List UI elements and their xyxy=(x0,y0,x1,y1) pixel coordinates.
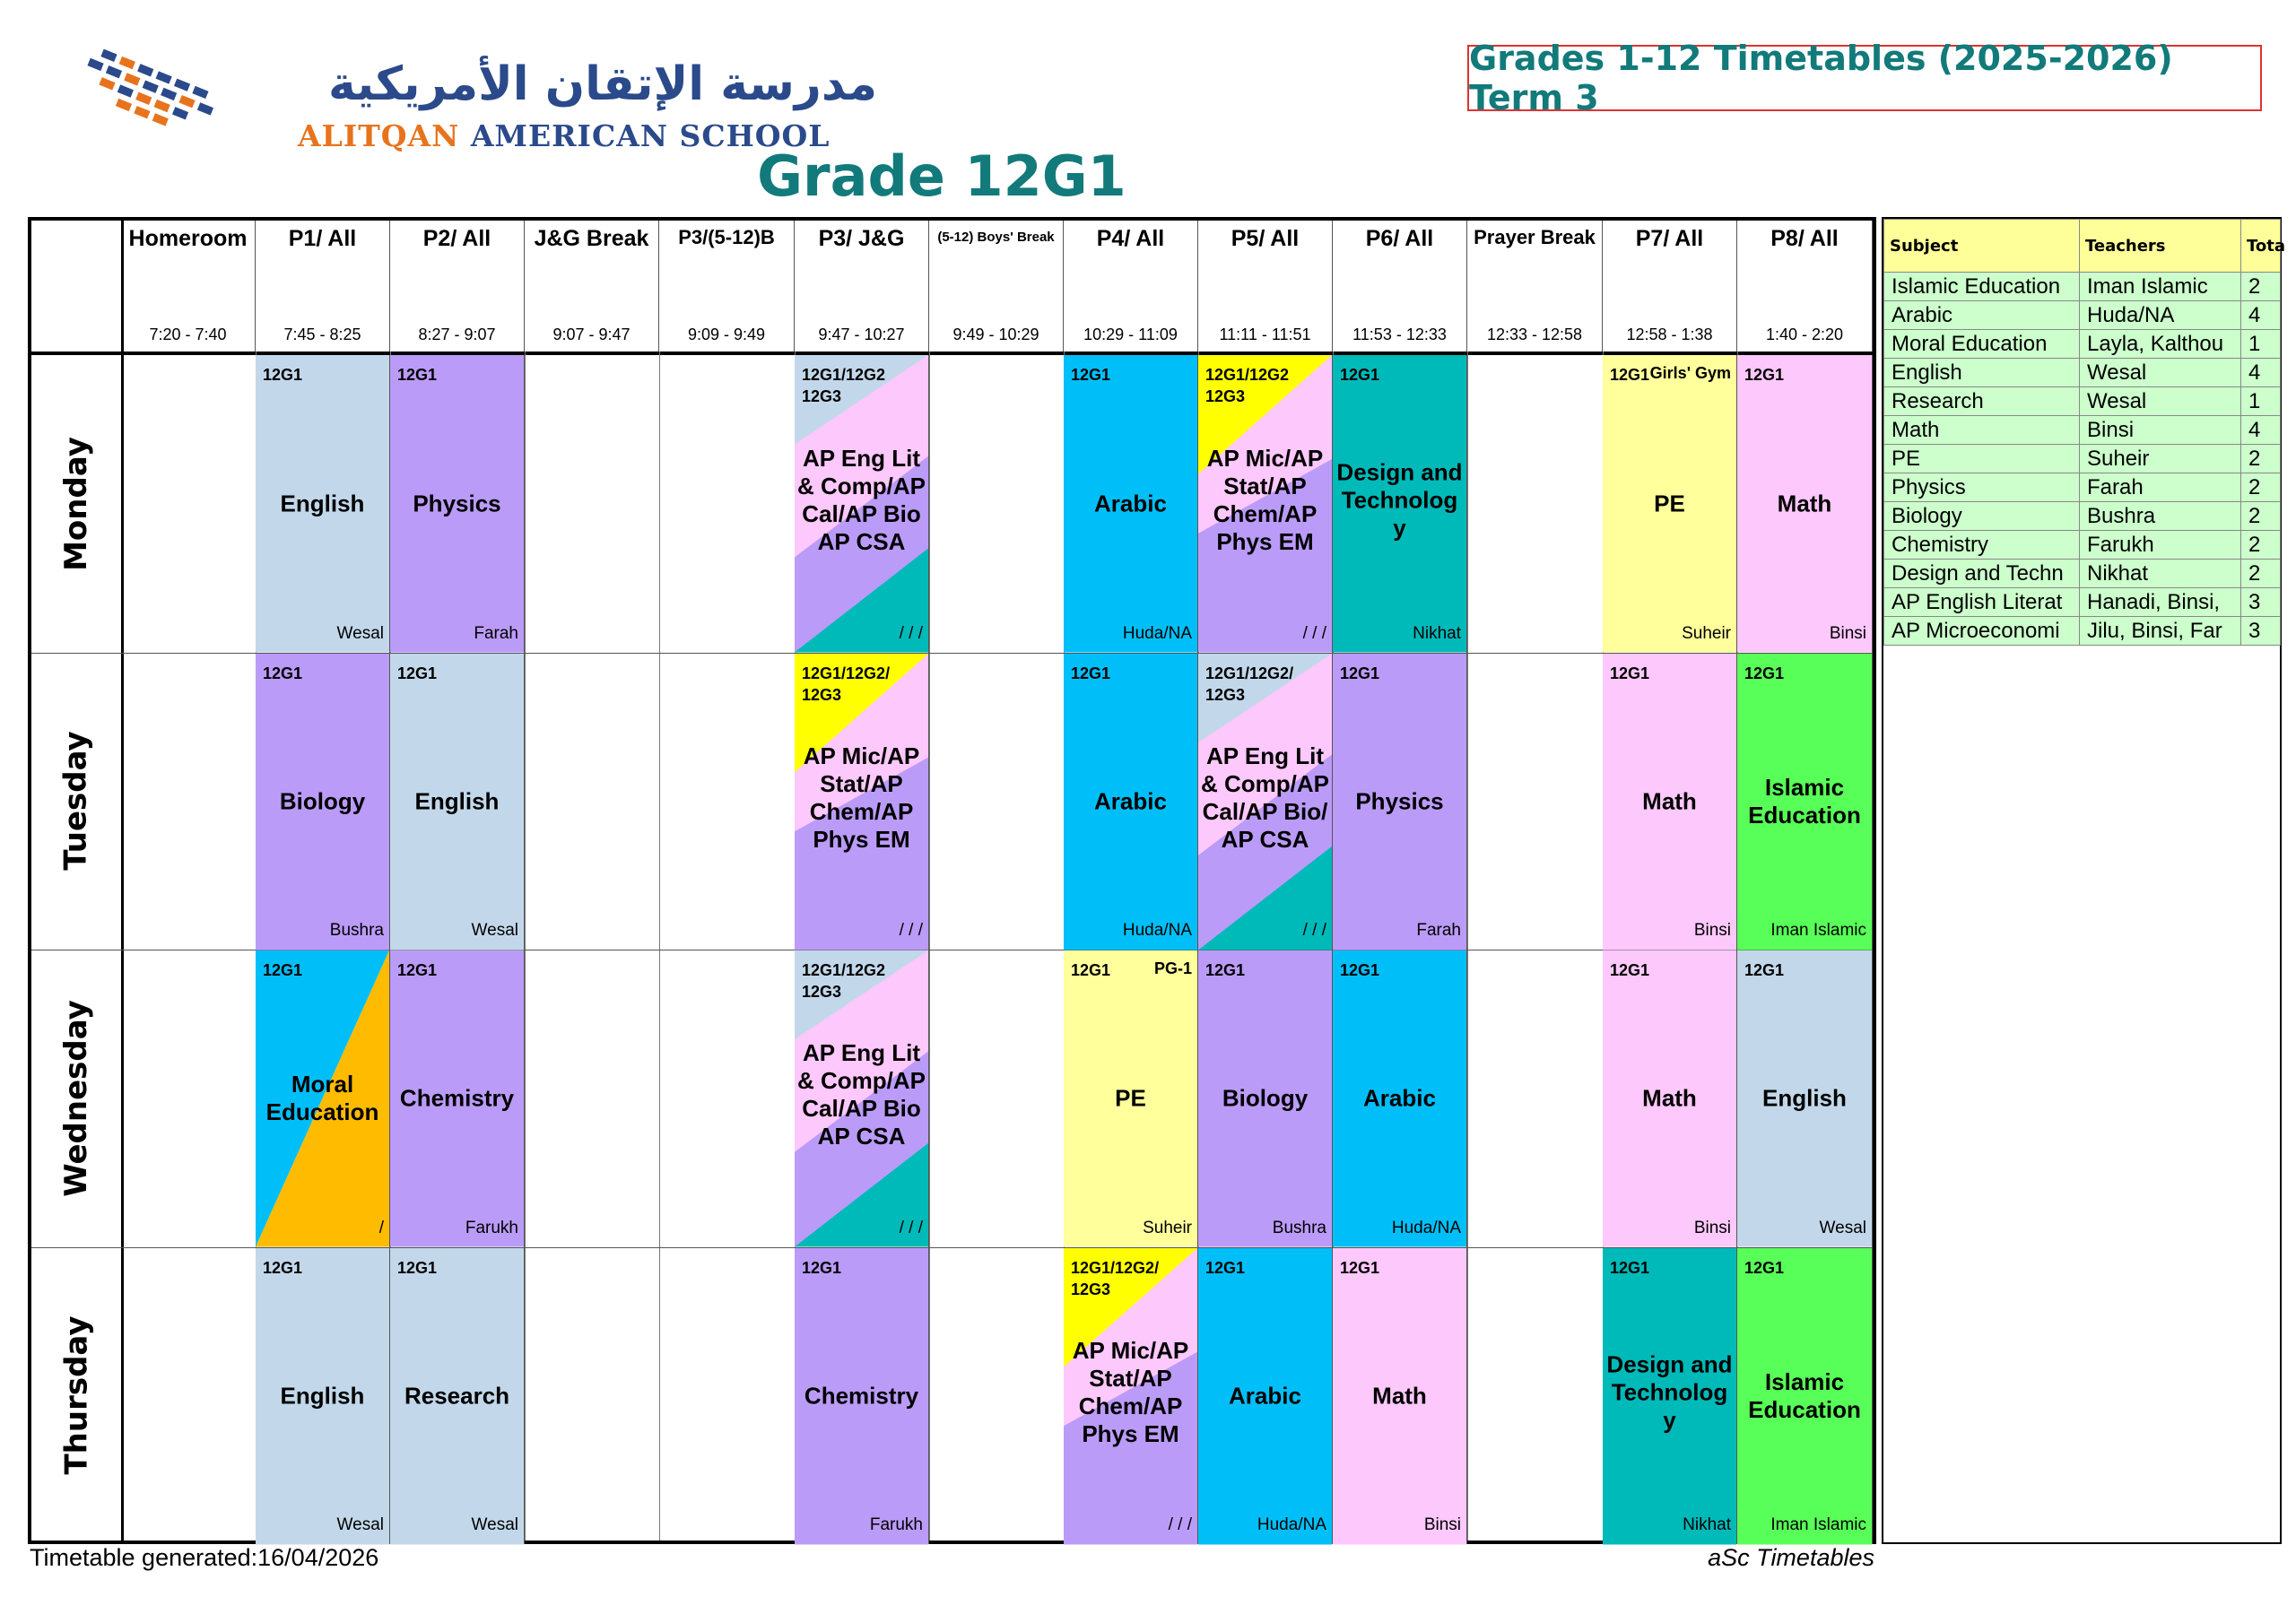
period-name: P6/ All xyxy=(1365,226,1434,251)
column-divider xyxy=(929,352,930,1541)
class-group-label: 12G1 xyxy=(263,1258,303,1277)
summary-cell: AP English Literat xyxy=(1884,588,2080,617)
period-header xyxy=(390,221,525,352)
teacher-label: Huda/NA xyxy=(1122,623,1192,643)
summary-row xyxy=(1884,588,2281,617)
summary-cell: 1 xyxy=(2241,387,2281,416)
lesson-cell[interactable] xyxy=(256,950,390,1247)
summary-cell: English xyxy=(1884,359,2080,387)
summary-cell: Layla, Kalthou xyxy=(2080,330,2241,359)
period-name: P2/ All xyxy=(422,226,491,251)
period-name: P3/(5-12)B xyxy=(678,226,775,248)
teacher-label: Nikhat xyxy=(1683,1515,1731,1534)
class-group-label: 12G1 xyxy=(1071,366,1111,384)
period-time: 10:29 - 11:09 xyxy=(1083,325,1178,343)
class-group-label: 12G1 xyxy=(1610,664,1650,682)
teacher-label: / / / xyxy=(899,1218,923,1237)
lesson-cell[interactable] xyxy=(1333,950,1467,1247)
period-header xyxy=(256,221,390,352)
school-name-english: ALITQAN AMERICAN SCHOOL xyxy=(298,118,831,153)
timetable-title: Grades 1-12 Timetables (2025-2026) Term 3 xyxy=(1467,45,2262,111)
period-time: 12:58 - 1:38 xyxy=(1626,325,1713,343)
teacher-label: Huda/NA xyxy=(1257,1515,1326,1534)
lesson-cell[interactable] xyxy=(1737,950,1873,1247)
summary-row xyxy=(1884,531,2281,560)
summary-cell: Hanadi, Binsi, xyxy=(2080,588,2241,617)
class-group-label: 12G1 xyxy=(1071,664,1111,682)
summary-cell: Farah xyxy=(2080,473,2241,502)
teacher-label: Wesal xyxy=(336,1515,384,1534)
period-name: J&G Break xyxy=(534,226,649,251)
summary-header-cell: Tota xyxy=(2241,220,2281,273)
lesson-cell[interactable] xyxy=(1064,654,1198,950)
summary-cell: Chemistry xyxy=(1884,531,2080,560)
subject-label: Biology xyxy=(279,787,366,815)
teacher-label: / / / xyxy=(1168,1515,1192,1534)
teacher-label: Farukh xyxy=(465,1218,518,1237)
lesson-cell[interactable] xyxy=(390,950,525,1247)
subject-label: English xyxy=(414,787,500,815)
subject-label: Chemistry xyxy=(804,1382,919,1410)
day-name: Tuesday xyxy=(58,731,95,871)
lesson-cell[interactable] xyxy=(256,654,390,950)
class-group-label: 12G1 xyxy=(1340,366,1380,384)
subject-label: Math xyxy=(1642,787,1697,815)
teacher-label: Huda/NA xyxy=(1391,1218,1461,1237)
period-name: P4/ All xyxy=(1096,226,1165,251)
period-name: P8/ All xyxy=(1770,226,1839,251)
teacher-label: Wesal xyxy=(1819,1218,1866,1237)
lesson-cell[interactable] xyxy=(1198,1248,1333,1545)
summary-cell: Iman Islamic xyxy=(2080,273,2241,301)
teacher-label: Wesal xyxy=(471,1515,518,1534)
summary-cell: 2 xyxy=(2241,531,2281,560)
teacher-label: Farukh xyxy=(869,1515,923,1534)
lesson-cell[interactable] xyxy=(795,1248,929,1545)
summary-cell: Research xyxy=(1884,387,2080,416)
period-time: 1:40 - 2:20 xyxy=(1765,325,1844,343)
period-time: 7:20 - 7:40 xyxy=(149,325,227,343)
lesson-cell[interactable] xyxy=(1603,654,1737,950)
period-time: 9:07 - 9:47 xyxy=(552,325,631,343)
summary-cell: Islamic Education xyxy=(1884,273,2080,301)
subject-label: Islamic Education xyxy=(1748,773,1861,829)
column-divider xyxy=(525,352,526,1541)
teacher-label: Huda/NA xyxy=(1122,921,1192,940)
teacher-label: Suheir xyxy=(1143,1218,1192,1237)
subject-label: Arabic xyxy=(1094,787,1167,815)
class-group-label: 12G1 xyxy=(1610,366,1650,384)
day-name: Thursday xyxy=(58,1315,95,1475)
period-name: P1/ All xyxy=(288,226,357,251)
summary-cell: Arabic xyxy=(1884,301,2080,330)
teacher-label: Suheir xyxy=(1682,623,1731,643)
room-label: Girls' Gym xyxy=(1649,364,1731,382)
lesson-cell[interactable] xyxy=(1737,1248,1873,1545)
summary-row xyxy=(1884,445,2281,473)
summary-cell: Design and Techn xyxy=(1884,560,2080,588)
summary-cell: Jilu, Binsi, Far xyxy=(2080,617,2241,646)
period-header xyxy=(929,221,1064,352)
summary-row xyxy=(1884,359,2281,387)
summary-header-cell: Subject xyxy=(1884,220,2080,273)
lesson-cell[interactable] xyxy=(1198,355,1333,653)
class-group-label: 12G1 xyxy=(397,1258,438,1277)
summary-cell: Nikhat xyxy=(2080,560,2241,588)
lesson-cell[interactable] xyxy=(1064,1248,1198,1545)
summary-header-row xyxy=(1884,220,2281,273)
day-label-wednesday xyxy=(31,950,121,1247)
subject-label: English xyxy=(280,1382,365,1410)
summary-cell: 4 xyxy=(2241,359,2281,387)
teacher-label: Binsi xyxy=(1693,1218,1731,1237)
class-group-label: 12G1 xyxy=(1744,664,1785,682)
teacher-label: Binsi xyxy=(1423,1515,1461,1534)
teacher-label: Binsi xyxy=(1829,623,1866,643)
period-name: P3/ J&G xyxy=(818,226,905,251)
subject-label: AP Eng Lit & Comp/AP Cal/AP Bio/ AP CSA xyxy=(1201,742,1329,853)
period-name: P7/ All xyxy=(1635,226,1704,251)
summary-cell: 2 xyxy=(2241,502,2281,531)
school-name-arabic: مدرسة الإتقان الأمريكية xyxy=(328,57,878,111)
subject-label: Biology xyxy=(1222,1084,1309,1112)
school-logo-mark-icon xyxy=(59,54,239,157)
subject-label: English xyxy=(1762,1084,1847,1112)
subject-label: Physics xyxy=(413,490,501,517)
class-group-label: 12G1 xyxy=(1610,1258,1650,1277)
subject-label: AP Mic/AP Stat/AP Chem/AP Phys EM xyxy=(1206,444,1324,555)
class-group-label: 12G1 xyxy=(263,366,303,384)
teacher-label: / / / xyxy=(1302,921,1326,940)
class-group-label: 12G1 xyxy=(263,664,303,682)
teacher-label: / / / xyxy=(1302,623,1326,643)
day-name: Monday xyxy=(58,436,95,571)
summary-cell: 3 xyxy=(2241,588,2281,617)
column-divider xyxy=(659,352,660,1541)
period-name: (5-12) Boys' Break xyxy=(937,230,1055,245)
teacher-label: Wesal xyxy=(336,623,384,643)
period-header xyxy=(121,221,256,352)
class-group-label: 12G1/12G2 12G3 xyxy=(1205,366,1290,405)
lesson-cell[interactable] xyxy=(1333,1248,1467,1545)
summary-row xyxy=(1884,473,2281,502)
subject-label: English xyxy=(280,490,365,517)
class-group-label: 12G1 xyxy=(1340,664,1380,682)
summary-cell: 2 xyxy=(2241,560,2281,588)
summary-cell: AP Microeconomi xyxy=(1884,617,2080,646)
subject-label: Math xyxy=(1777,490,1832,517)
summary-row xyxy=(1884,617,2281,646)
lesson-cell[interactable] xyxy=(1064,355,1198,653)
summary-cell: 2 xyxy=(2241,473,2281,502)
lesson-cell[interactable] xyxy=(1198,654,1333,950)
period-time: 8:27 - 9:07 xyxy=(418,325,496,343)
period-header xyxy=(1333,221,1467,352)
lesson-cell[interactable] xyxy=(1737,355,1873,653)
teacher-label: Binsi xyxy=(1693,921,1731,940)
summary-cell: Huda/NA xyxy=(2080,301,2241,330)
lesson-cell[interactable] xyxy=(1737,654,1873,950)
teacher-label: Iman Islamic xyxy=(1770,921,1866,940)
teacher-label: Bushra xyxy=(329,921,384,940)
summary-cell: Farukh xyxy=(2080,531,2241,560)
teacher-label: Farah xyxy=(474,623,518,643)
class-group-label: 12G1 xyxy=(1071,961,1111,979)
lesson-cell[interactable] xyxy=(1333,654,1467,950)
summary-cell: Wesal xyxy=(2080,387,2241,416)
class-group-label: 12G1 xyxy=(1610,961,1650,979)
timetable-grid xyxy=(28,217,1876,1544)
subject-label: Chemistry xyxy=(399,1084,515,1112)
lesson-cell[interactable] xyxy=(795,355,929,653)
summary-cell: Wesal xyxy=(2080,359,2241,387)
period-name: Prayer Break xyxy=(1474,226,1596,248)
period-time: 9:09 - 9:49 xyxy=(687,325,766,343)
summary-cell: 1 xyxy=(2241,330,2281,359)
subject-label: Design and Technolog y xyxy=(1606,1350,1733,1434)
class-group-label: 12G1 xyxy=(1340,961,1380,979)
class-group-label: 12G1 xyxy=(1340,1258,1380,1277)
lesson-cell[interactable] xyxy=(390,355,525,653)
class-group-label: 12G1 xyxy=(397,366,438,384)
subject-label: Physics xyxy=(1355,787,1444,815)
period-time: 11:11 - 11:51 xyxy=(1219,325,1311,343)
teacher-label: / / / xyxy=(899,623,923,643)
room-label: PG-1 xyxy=(1153,959,1192,977)
lesson-cell[interactable] xyxy=(256,355,390,653)
period-header xyxy=(1603,221,1737,352)
summary-cell: Binsi xyxy=(2080,416,2241,445)
class-group-label: 12G1 xyxy=(802,1258,842,1277)
teacher-label: Wesal xyxy=(471,921,518,940)
period-time: 12:33 - 12:58 xyxy=(1486,325,1583,343)
class-group-label: 12G1 xyxy=(1744,1258,1785,1277)
class-group-label: 12G1 xyxy=(1744,961,1785,979)
period-header xyxy=(659,221,795,352)
class-group-label: 12G1 xyxy=(1205,961,1246,979)
lesson-cell[interactable] xyxy=(1603,950,1737,1247)
class-group-label: 12G1/12G2 12G3 xyxy=(802,961,886,1001)
class-group-label: 12G1 xyxy=(1744,366,1785,384)
class-group-label: 12G1 xyxy=(397,664,438,682)
summary-cell: 2 xyxy=(2241,445,2281,473)
period-header xyxy=(1064,221,1198,352)
subject-label: Math xyxy=(1642,1084,1697,1112)
teacher-label: Nikhat xyxy=(1413,623,1461,643)
summary-cell: Math xyxy=(1884,416,2080,445)
subject-label: Arabic xyxy=(1363,1084,1436,1112)
subject-label: Arabic xyxy=(1229,1382,1301,1410)
generated-date: Timetable generated:16/04/2026 xyxy=(30,1544,379,1571)
subject-label: Moral Education xyxy=(265,1071,379,1126)
lesson-cell[interactable] xyxy=(1198,950,1333,1247)
summary-cell: 4 xyxy=(2241,416,2281,445)
subject-label: Research xyxy=(404,1382,510,1410)
summary-row xyxy=(1884,330,2281,359)
lesson-cell[interactable] xyxy=(795,654,929,950)
class-group-label: 12G1/12G2 12G3 xyxy=(802,366,886,405)
period-time: 9:47 - 10:27 xyxy=(818,325,905,343)
summary-row xyxy=(1884,560,2281,588)
subject-label: PE xyxy=(1115,1084,1146,1112)
period-header xyxy=(525,221,659,352)
teacher-label: Bushra xyxy=(1272,1218,1326,1237)
lesson-cell[interactable] xyxy=(795,950,929,1247)
lesson-cell[interactable] xyxy=(1603,1248,1737,1545)
subject-label: Design and Technolog y xyxy=(1336,458,1463,542)
summary-cell: PE xyxy=(1884,445,2080,473)
lesson-cell[interactable] xyxy=(1333,355,1467,653)
grade-title: Grade 12G1 xyxy=(757,143,1126,209)
lesson-cell[interactable] xyxy=(390,654,525,950)
subject-summary-table xyxy=(1883,219,2286,646)
class-group-label: 12G1/12G2/ 12G3 xyxy=(802,664,891,704)
period-time: 7:45 - 8:25 xyxy=(283,325,361,343)
teacher-label: Iman Islamic xyxy=(1770,1515,1866,1534)
class-group-label: 12G1 xyxy=(1205,1258,1246,1277)
summary-cell: Biology xyxy=(1884,502,2080,531)
period-header xyxy=(1467,221,1603,352)
lesson-cell[interactable] xyxy=(390,1248,525,1545)
day-label-tuesday xyxy=(31,653,121,950)
teacher-label: / / / xyxy=(899,921,923,940)
class-group-label: 12G1/12G2/ 12G3 xyxy=(1071,1258,1160,1298)
day-name: Wednesday xyxy=(58,999,94,1197)
subject-label: Islamic Education xyxy=(1748,1367,1861,1423)
summary-row xyxy=(1884,273,2281,301)
class-group-label: 12G1 xyxy=(397,961,438,979)
summary-cell: Bushra xyxy=(2080,502,2241,531)
summary-row xyxy=(1884,502,2281,531)
lesson-cell[interactable] xyxy=(1064,950,1198,1247)
summary-cell: Physics xyxy=(1884,473,2080,502)
period-header xyxy=(1198,221,1333,352)
summary-row xyxy=(1884,387,2281,416)
period-name: Homeroom xyxy=(128,226,248,251)
period-time: 11:53 - 12:33 xyxy=(1352,325,1447,343)
summary-row xyxy=(1884,301,2281,330)
period-name: P5/ All xyxy=(1231,226,1300,251)
period-header xyxy=(1737,221,1873,352)
day-label-monday xyxy=(31,355,121,653)
summary-cell: Moral Education xyxy=(1884,330,2080,359)
day-label-thursday xyxy=(31,1247,121,1545)
subject-label: AP Eng Lit & Comp/AP Cal/AP Bio AP CSA xyxy=(797,444,926,555)
day-column-divider xyxy=(121,221,124,1541)
lesson-cell[interactable] xyxy=(256,1248,390,1545)
summary-row xyxy=(1884,416,2281,445)
summary-cell: Suheir xyxy=(2080,445,2241,473)
subject-label: AP Mic/AP Stat/AP Chem/AP Phys EM xyxy=(803,742,920,853)
subject-label: Arabic xyxy=(1094,490,1167,517)
class-group-label: 12G1/12G2/ 12G3 xyxy=(1205,664,1294,704)
lesson-cell[interactable] xyxy=(1603,355,1737,653)
subject-label: AP Mic/AP Stat/AP Chem/AP Phys EM xyxy=(1072,1336,1189,1447)
summary-cell: 3 xyxy=(2241,617,2281,646)
summary-header-cell: Teachers xyxy=(2080,220,2241,273)
subject-label: Math xyxy=(1372,1382,1427,1410)
period-header xyxy=(795,221,929,352)
summary-cell: 2 xyxy=(2241,273,2281,301)
summary-cell: 4 xyxy=(2241,301,2281,330)
period-time: 9:49 - 10:29 xyxy=(952,325,1039,343)
class-group-label: 12G1 xyxy=(263,961,303,979)
subject-label: AP Eng Lit & Comp/AP Cal/AP Bio AP CSA xyxy=(797,1039,926,1150)
column-divider xyxy=(1467,352,1468,1541)
subject-label: PE xyxy=(1654,490,1685,517)
software-brand: aSc Timetables xyxy=(1708,1544,1874,1571)
subject-summary-panel xyxy=(1882,217,2286,1544)
teacher-label: / xyxy=(378,1218,384,1237)
teacher-label: Farah xyxy=(1416,921,1461,940)
